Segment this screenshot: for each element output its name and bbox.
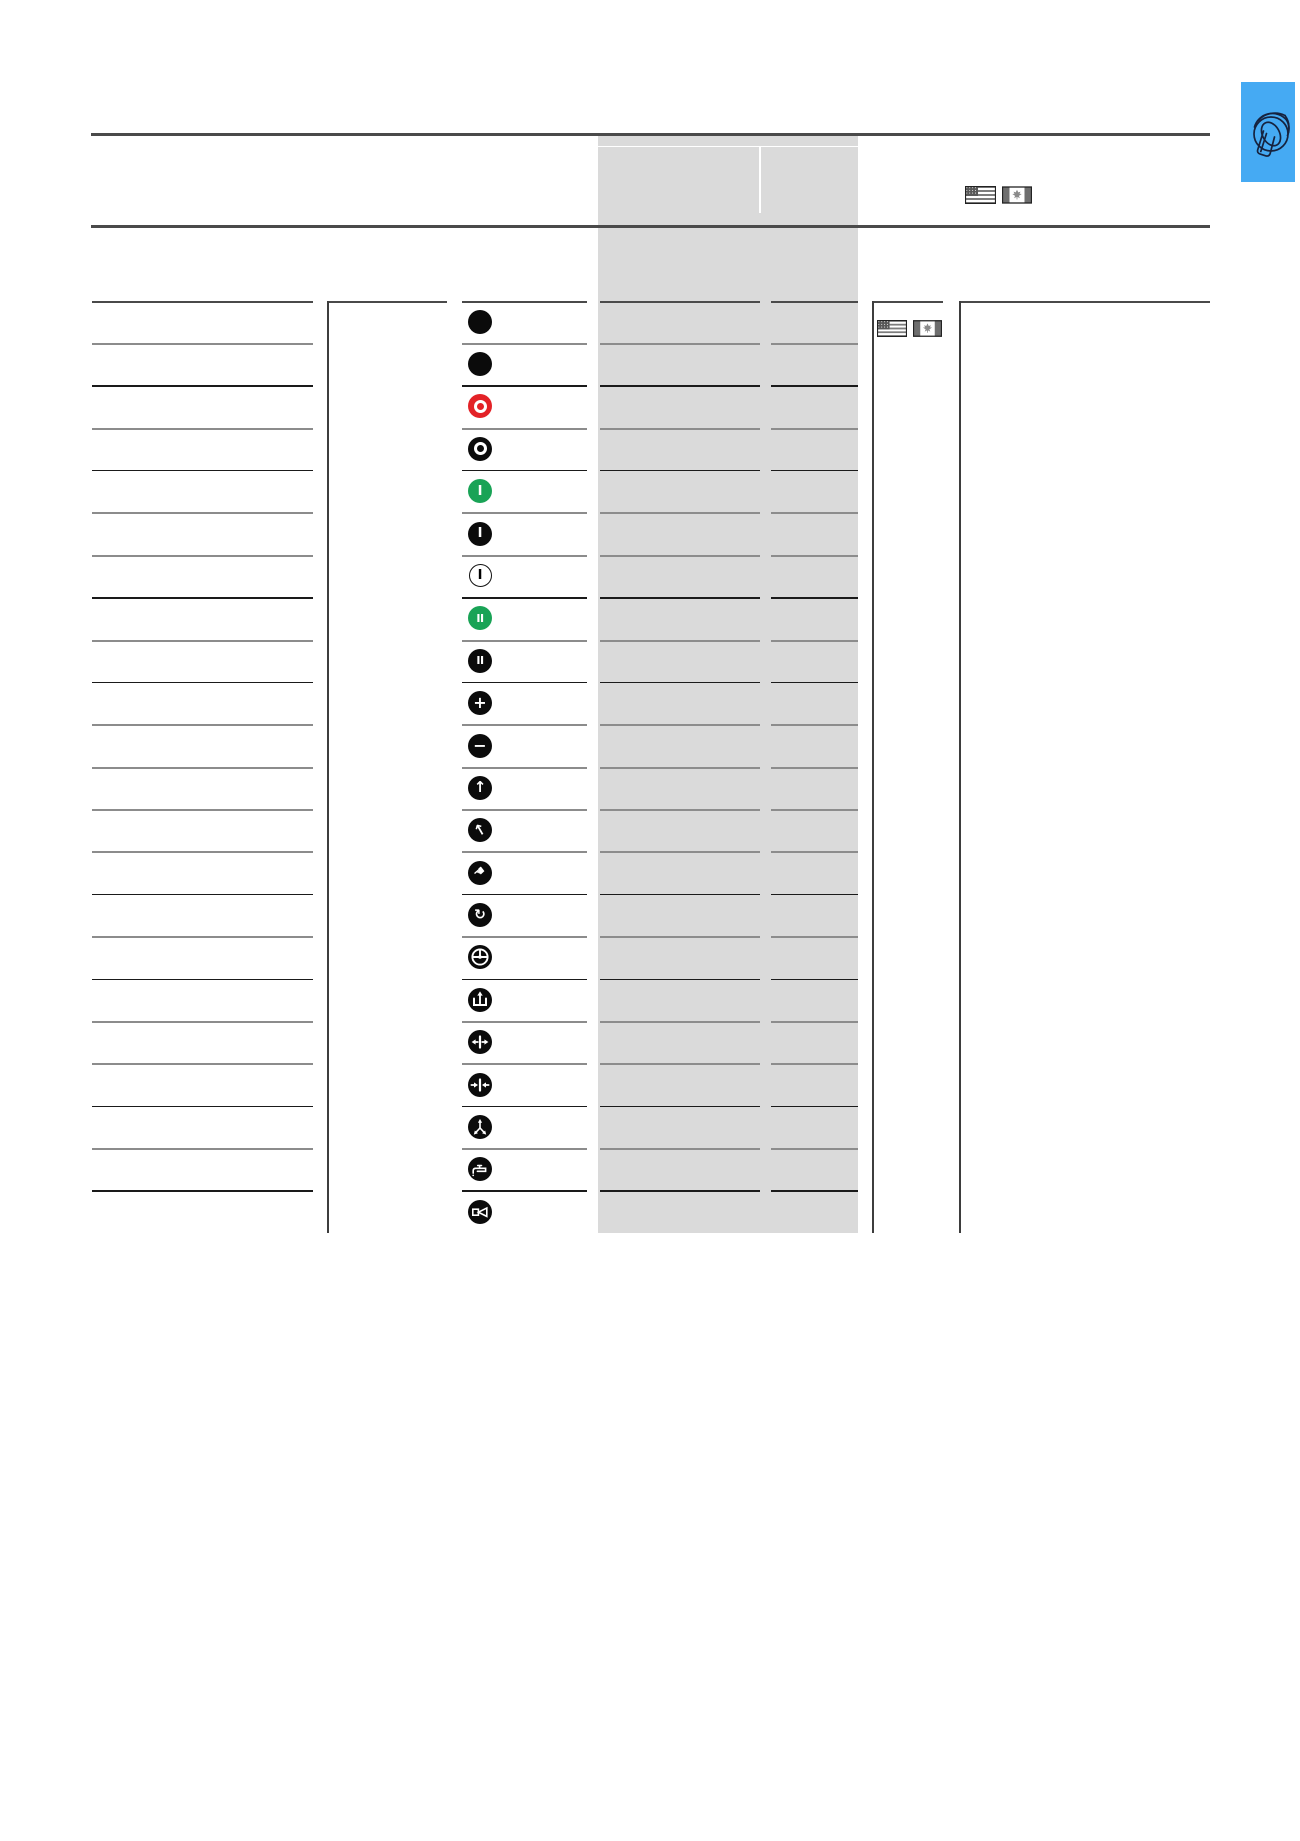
- row-separator: [771, 1190, 858, 1191]
- row-separator: [92, 1148, 313, 1150]
- row-separator: [771, 1063, 858, 1065]
- row-separator: [92, 428, 313, 430]
- row-separator: [92, 1021, 313, 1023]
- row-separator: [771, 1148, 858, 1150]
- row-separator: [92, 767, 313, 769]
- row-separator: [771, 682, 858, 683]
- faucet-cap-black-icon: [468, 1157, 492, 1181]
- row-separator: [92, 1190, 313, 1191]
- table-top-rule: [959, 301, 1210, 303]
- arrow-up-cap-black-icon: ↑: [468, 776, 492, 800]
- row-separator: [92, 682, 313, 683]
- row-separator: [771, 512, 858, 514]
- row-separator: [92, 936, 313, 938]
- blank-cap-black-icon: [468, 310, 492, 334]
- steering-wheel-cap-black-icon: [468, 945, 492, 969]
- row-separator: [600, 936, 760, 938]
- row-separator: [92, 343, 313, 345]
- row-separator: [92, 724, 313, 726]
- row-separator: [771, 724, 858, 726]
- row-separator: [462, 1021, 587, 1023]
- band-header-divider: [598, 146, 858, 148]
- row-separator: [600, 343, 760, 345]
- row-separator: [92, 512, 313, 514]
- row-separator: [92, 1063, 313, 1065]
- rotate-cap-black-icon: ↻: [468, 903, 492, 927]
- row-separator: [462, 597, 587, 598]
- row-separator: [462, 1148, 587, 1150]
- row-separator: [600, 724, 760, 726]
- blank-cap-black-icon: [468, 352, 492, 376]
- row-separator: [462, 936, 587, 938]
- row-separator: [600, 1106, 760, 1107]
- table-top-rule: [600, 301, 760, 303]
- column-rule: [872, 301, 874, 1234]
- row-separator: [771, 1106, 858, 1107]
- row-separator: [462, 767, 587, 769]
- row-separator: [771, 385, 858, 386]
- row-separator: [462, 343, 587, 345]
- row-separator: [92, 385, 313, 386]
- row-separator: [92, 979, 313, 980]
- row-separator: [600, 1063, 760, 1065]
- row-separator: [600, 1021, 760, 1023]
- row-separator: [92, 894, 313, 895]
- row-separator: [462, 682, 587, 683]
- row-separator: [600, 979, 760, 980]
- selector-switch-icon: [1241, 82, 1295, 182]
- row-separator: [462, 1063, 587, 1065]
- header-rule-top: [91, 133, 1210, 136]
- row-separator: [771, 470, 858, 471]
- row-separator: [771, 894, 858, 895]
- product-image-tile: [1241, 82, 1295, 182]
- canada-flag-icon: [913, 320, 942, 337]
- row-separator: [600, 894, 760, 895]
- row-separator: [600, 1190, 760, 1191]
- arrow-up-left-cap-black-icon: ↑: [468, 818, 492, 842]
- band-header-column-divider: [759, 147, 761, 213]
- table-top-rule: [462, 301, 587, 303]
- row-separator: [462, 512, 587, 514]
- row-separator: [771, 851, 858, 853]
- row-separator: [600, 809, 760, 811]
- row-separator: [600, 470, 760, 471]
- row-separator: [462, 894, 587, 895]
- row-separator: [771, 767, 858, 769]
- spread-arrows-cap-black-icon: [468, 1115, 492, 1139]
- row-separator: [600, 428, 760, 430]
- row-separator: [462, 851, 587, 853]
- row-separator: [771, 979, 858, 980]
- row-separator: [600, 682, 760, 683]
- row-separator: [462, 724, 587, 726]
- row-separator: [771, 1021, 858, 1023]
- lift-cap-black-icon: [468, 988, 492, 1012]
- row-separator: [92, 1106, 313, 1107]
- us-flag-icon: [965, 186, 996, 204]
- row-separator: [462, 1190, 587, 1191]
- row-separator: [600, 767, 760, 769]
- unclamp-cap-black-icon: [468, 1030, 492, 1054]
- start-I-cap-green-icon: I: [468, 479, 492, 503]
- row-separator: [771, 640, 858, 642]
- table-top-rule: [872, 301, 943, 303]
- row-separator: [600, 512, 760, 514]
- jog-hand-cap-black-icon: ☚: [468, 861, 492, 885]
- I-cap-white-outline-icon: I: [469, 564, 492, 587]
- row-separator: [600, 597, 760, 598]
- stop-O-cap-red-icon: [468, 394, 492, 418]
- plus-cap-black-icon: +: [468, 691, 492, 715]
- row-separator: [771, 428, 858, 430]
- header-rule-bottom: [91, 225, 1210, 228]
- canada-flag-icon: [1002, 186, 1032, 204]
- table-top-rule: [327, 301, 447, 303]
- row-separator: [600, 555, 760, 557]
- row-separator: [771, 809, 858, 811]
- row-separator: [771, 343, 858, 345]
- row-separator: [462, 640, 587, 642]
- row-separator: [462, 1106, 587, 1107]
- row-separator: [92, 851, 313, 853]
- column-rule: [959, 301, 961, 1234]
- O-cap-black-icon: [468, 437, 492, 461]
- I-cap-black-icon: I: [468, 522, 492, 546]
- row-separator: [92, 555, 313, 557]
- row-separator: [92, 809, 313, 811]
- row-separator: [600, 851, 760, 853]
- row-separator: [771, 936, 858, 938]
- table-top-rule: [771, 301, 858, 303]
- row-separator: [600, 640, 760, 642]
- horn-cap-black-icon: [468, 1200, 492, 1224]
- price-column-band: [598, 134, 858, 1233]
- II-cap-green-icon: II: [468, 606, 492, 630]
- us-flag-icon: [877, 320, 907, 337]
- row-separator: [462, 470, 587, 471]
- row-separator: [462, 555, 587, 557]
- minus-cap-black-icon: −: [468, 734, 492, 758]
- row-separator: [92, 597, 313, 598]
- column-rule: [327, 301, 329, 1234]
- row-separator: [600, 1148, 760, 1150]
- II-cap-black-icon: II: [468, 649, 492, 673]
- row-separator: [462, 979, 587, 980]
- row-separator: [771, 597, 858, 598]
- row-separator: [462, 385, 587, 386]
- clamp-cap-black-icon: [468, 1073, 492, 1097]
- row-separator: [462, 809, 587, 811]
- row-separator: [462, 428, 587, 430]
- table-top-rule: [92, 301, 313, 303]
- row-separator: [771, 555, 858, 557]
- row-separator: [600, 385, 760, 386]
- row-separator: [92, 470, 313, 471]
- row-separator: [92, 640, 313, 642]
